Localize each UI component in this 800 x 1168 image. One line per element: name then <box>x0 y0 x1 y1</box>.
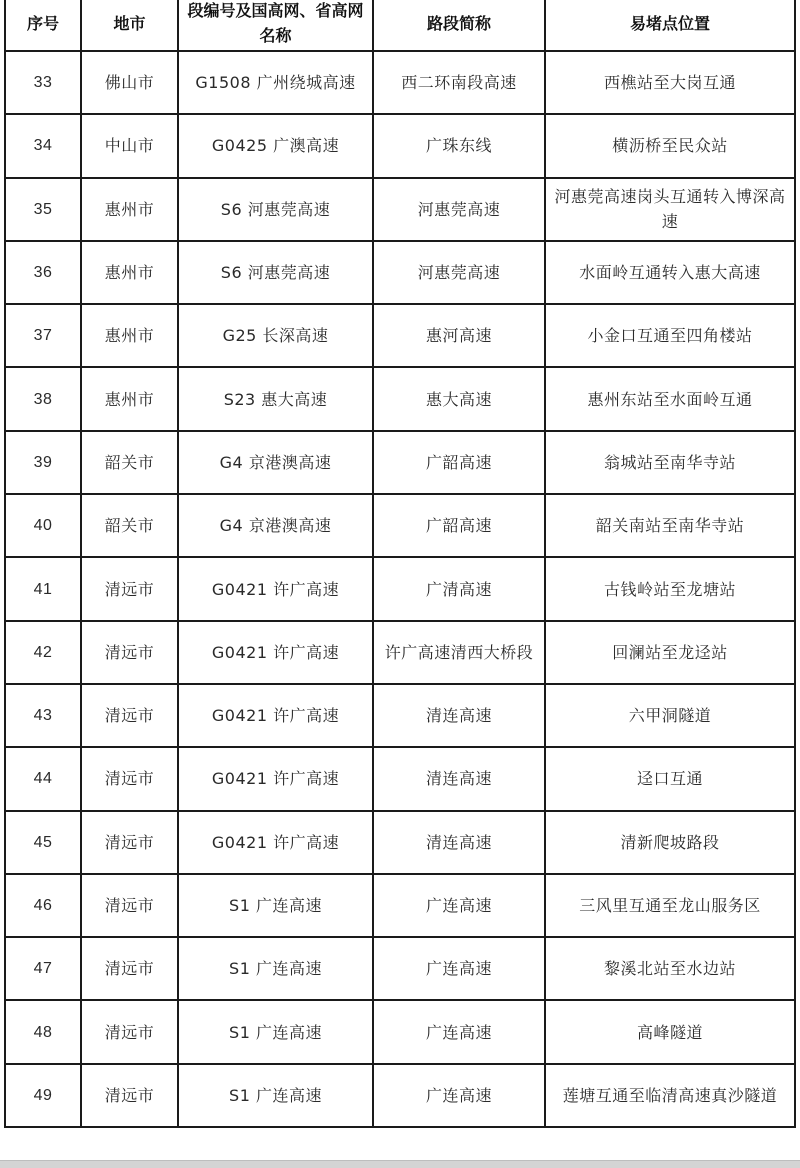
row-section-name: 清连高速 <box>373 811 545 874</box>
row-serial-number: 44 <box>5 747 81 810</box>
row-serial-number: 42 <box>5 621 81 684</box>
table-row <box>5 367 795 430</box>
header-serial-number: 序号 <box>5 0 81 51</box>
row-city: 清远市 <box>81 747 178 810</box>
row-highway-name: S1 广连高速 <box>178 937 373 1000</box>
row-section-name: 广清高速 <box>373 557 545 620</box>
table-header-row <box>5 0 795 51</box>
row-highway-name: G0421 许广高速 <box>178 557 373 620</box>
table-row <box>5 114 795 177</box>
row-highway-name: S1 广连高速 <box>178 1000 373 1063</box>
table-row <box>5 557 795 620</box>
row-serial-number: 38 <box>5 367 81 430</box>
row-section-name: 西二环南段高速 <box>373 51 545 114</box>
row-section-name: 惠河高速 <box>373 304 545 367</box>
row-section-name: 河惠莞高速 <box>373 178 545 241</box>
row-congestion-location: 高峰隧道 <box>545 1000 795 1063</box>
row-congestion-location: 回澜站至龙迳站 <box>545 621 795 684</box>
row-highway-name: S6 河惠莞高速 <box>178 241 373 304</box>
table-row <box>5 178 795 241</box>
row-highway-name: G0421 许广高速 <box>178 747 373 810</box>
row-serial-number: 39 <box>5 431 81 494</box>
row-highway-name: G0421 许广高速 <box>178 684 373 747</box>
row-section-name: 广连高速 <box>373 874 545 937</box>
row-city: 惠州市 <box>81 178 178 241</box>
row-city: 佛山市 <box>81 51 178 114</box>
row-highway-name: G0421 许广高速 <box>178 811 373 874</box>
row-highway-name: S6 河惠莞高速 <box>178 178 373 241</box>
row-serial-number: 48 <box>5 1000 81 1063</box>
row-city: 韶关市 <box>81 431 178 494</box>
row-city: 惠州市 <box>81 241 178 304</box>
row-congestion-location: 翁城站至南华寺站 <box>545 431 795 494</box>
row-serial-number: 43 <box>5 684 81 747</box>
table-row <box>5 494 795 557</box>
row-congestion-location: 河惠莞高速岗头互通转入博深高速 <box>545 178 795 241</box>
row-highway-name: S1 广连高速 <box>178 1064 373 1127</box>
header-highway-name: 段编号及国高网、省高网名称 <box>178 0 373 51</box>
row-city: 清远市 <box>81 874 178 937</box>
row-city: 韶关市 <box>81 494 178 557</box>
table-row <box>5 1064 795 1127</box>
row-city: 清远市 <box>81 557 178 620</box>
row-serial-number: 49 <box>5 1064 81 1127</box>
row-section-name: 广连高速 <box>373 1064 545 1127</box>
row-highway-name: G0421 许广高速 <box>178 621 373 684</box>
table-row <box>5 937 795 1000</box>
row-congestion-location: 水面岭互通转入惠大高速 <box>545 241 795 304</box>
header-city: 地市 <box>81 0 178 51</box>
row-city: 清远市 <box>81 811 178 874</box>
row-section-name: 广连高速 <box>373 937 545 1000</box>
row-city: 清远市 <box>81 1064 178 1127</box>
row-serial-number: 34 <box>5 114 81 177</box>
row-congestion-location: 迳口互通 <box>545 747 795 810</box>
table-row <box>5 304 795 367</box>
row-city: 中山市 <box>81 114 178 177</box>
row-serial-number: 45 <box>5 811 81 874</box>
table-row <box>5 51 795 114</box>
row-highway-name: G0425 广澳高速 <box>178 114 373 177</box>
row-section-name: 许广高速清西大桥段 <box>373 621 545 684</box>
row-congestion-location: 黎溪北站至水边站 <box>545 937 795 1000</box>
row-city: 惠州市 <box>81 304 178 367</box>
table-row <box>5 241 795 304</box>
row-congestion-location: 横沥桥至民众站 <box>545 114 795 177</box>
row-section-name: 广连高速 <box>373 1000 545 1063</box>
row-city: 清远市 <box>81 1000 178 1063</box>
row-section-name: 清连高速 <box>373 684 545 747</box>
row-highway-name: G1508 广州绕城高速 <box>178 51 373 114</box>
row-highway-name: S23 惠大高速 <box>178 367 373 430</box>
row-section-name: 清连高速 <box>373 747 545 810</box>
row-serial-number: 35 <box>5 178 81 241</box>
row-highway-name: G25 长深高速 <box>178 304 373 367</box>
row-highway-name: S1 广连高速 <box>178 874 373 937</box>
row-congestion-location: 莲塘互通至临清高速真沙隧道 <box>545 1064 795 1127</box>
row-congestion-location: 古钱岭站至龙塘站 <box>545 557 795 620</box>
row-city: 清远市 <box>81 621 178 684</box>
row-section-name: 广韶高速 <box>373 494 545 557</box>
row-section-name: 广珠东线 <box>373 114 545 177</box>
row-section-name: 河惠莞高速 <box>373 241 545 304</box>
row-serial-number: 41 <box>5 557 81 620</box>
row-serial-number: 37 <box>5 304 81 367</box>
row-city: 清远市 <box>81 937 178 1000</box>
row-serial-number: 33 <box>5 51 81 114</box>
table-row <box>5 431 795 494</box>
row-congestion-location: 西樵站至大岗互通 <box>545 51 795 114</box>
row-highway-name: G4 京港澳高速 <box>178 431 373 494</box>
row-serial-number: 46 <box>5 874 81 937</box>
row-section-name: 惠大高速 <box>373 367 545 430</box>
row-congestion-location: 清新爬坡路段 <box>545 811 795 874</box>
table-row <box>5 684 795 747</box>
header-section-name: 路段简称 <box>373 0 545 51</box>
header-congestion-location: 易堵点位置 <box>545 0 795 51</box>
table-row <box>5 811 795 874</box>
table-body <box>5 51 795 1127</box>
row-congestion-location: 韶关南站至南华寺站 <box>545 494 795 557</box>
row-city: 惠州市 <box>81 367 178 430</box>
table-row <box>5 747 795 810</box>
row-congestion-location: 六甲洞隧道 <box>545 684 795 747</box>
table-row <box>5 621 795 684</box>
row-congestion-location: 三风里互通至龙山服务区 <box>545 874 795 937</box>
row-city: 清远市 <box>81 684 178 747</box>
table-row <box>5 1000 795 1063</box>
row-highway-name: G4 京港澳高速 <box>178 494 373 557</box>
row-congestion-location: 惠州东站至水面岭互通 <box>545 367 795 430</box>
row-congestion-location: 小金口互通至四角楼站 <box>545 304 795 367</box>
table-row <box>5 874 795 937</box>
congestion-points-table <box>4 0 796 1128</box>
row-section-name: 广韶高速 <box>373 431 545 494</box>
row-serial-number: 36 <box>5 241 81 304</box>
row-serial-number: 47 <box>5 937 81 1000</box>
row-serial-number: 40 <box>5 494 81 557</box>
